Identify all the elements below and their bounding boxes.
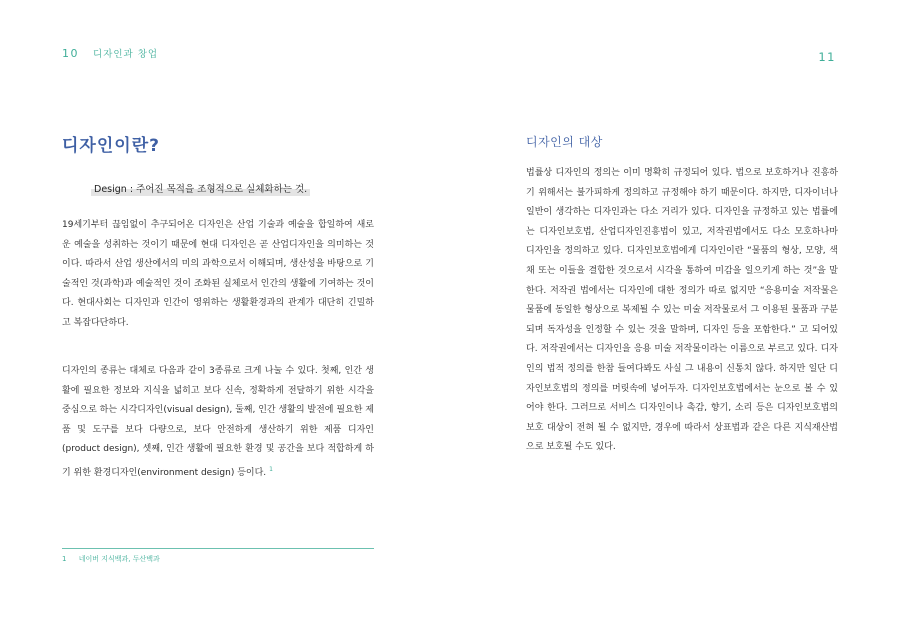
footnote-marker: 1 xyxy=(269,465,273,473)
subsection-title: 디자인의 대상 xyxy=(526,135,603,149)
body-paragraph-1: 19세기부터 끊임없이 추구되어온 디자인은 산업 기술과 예술을 합일하여 새로운 예술을 성취하는 것이기 때문에 현대 디자인은 곧 산업디자인을 의미하는 것이다. 따라서 산업 생산에서의 미의 과학으로서 이해되며, 생산성을 바탕으로 기술적인 것(과학)과 예술적인 것이 조화된 실체로서 인간의 생활에 기여하는 것이다. 현대사회는 디자인과 인간이 영위하는 생활환경과의 관계가 대단히 긴밀하고 복잡다단하다. xyxy=(62,220,374,328)
design-definition: Design : 주어진 목적을 조형적으로 실체화하는 것. xyxy=(91,181,310,196)
body-paragraph-2 xyxy=(62,362,374,484)
footnote xyxy=(62,554,160,564)
body-paragraph-right: 법률상 디자인의 정의는 이미 명확히 규정되어 있다. 법으로 보호하거나 진흥하기 위해서는 불가피하게 정의하고 규정해야 하기 때문이다. 하지만, 디자이너나 일반이 생각하는 디자인과는 다소 거리가 있다. 디자인을 규정하고 있는 법률에는 디자인보호법, 산업디자인진흥법이 있고, 저작권법에서도 다소 모호하나마 디자인을 정의하고 있다. 디자인보호법에게 디자인이란 “물품의 형상, 모양, 색채 또는 이들을 결합한 것으로서 시각을 통하여 미감을 일으키게 하는 것”을 말한다. 저작권 법에서는 디자인에 대한 정의가 따로 없지만 “응용미술 저작물은 물품에 동일한 형상으로 복제될 수 있는 미술 저작물로서 그 이용된 물품과 구분되며 독자성을 인정할 수 있는 것을 말하며, 디자인 등을 포함한다.” 고 되어있다. 저작권에서는 디자인을 응용 미술 저작물이라는 이름으로 부르고 있다. 디자인의 법적 정의를 한참 들여다봐도 사실 그 내용이 신통치 않다. 하지만 일단 디자인보호법의 정의를 머릿속에 넣어두자. 디자인보호법에서는 눈으로 볼 수 있어야 한다. 그러므로 서비스 디자인이나 촉감, 향기, 소리 등은 디자인보호법의 보호 대상이 전혀 될 수 없지만, 경우에 따라서 상표법과 같은 다른 지식재산법으로 보호될 수도 있다. xyxy=(526,168,838,453)
footnote-text: 네이버 지식백과, 두산백과 xyxy=(78,555,160,563)
body-paragraph-2-text: 디자인의 종류는 대체로 다음과 같이 3종류로 크게 나눌 수 있다. 첫째, 인간 생활에 필요한 정보와 지식을 넓히고 보다 신속, 정확하게 전달하기 위한 시각을 중심으로 하는 시각디자인(visual design), 둘째, 인간 생활의 발전에 필요한 제품 및 도구를 보다 다량으로, 보다 안전하게 생산하기 위한 제품 디자인(product design), 셋째, 인간 생활에 필요한 환경 및 공간을 보다 적합하게 하기 위한 환경디자인(environment design) 등이다. xyxy=(62,366,374,478)
right-page xyxy=(450,0,900,638)
section-title: 디자인이란? xyxy=(62,136,160,156)
page-number-right: 11 xyxy=(818,50,836,64)
running-head xyxy=(62,46,158,60)
chapter-title: 디자인과 창업 xyxy=(93,49,159,60)
footnote-divider xyxy=(62,548,374,549)
footnote-number: 1 xyxy=(62,555,67,563)
page-number-left: 10 xyxy=(62,47,79,60)
